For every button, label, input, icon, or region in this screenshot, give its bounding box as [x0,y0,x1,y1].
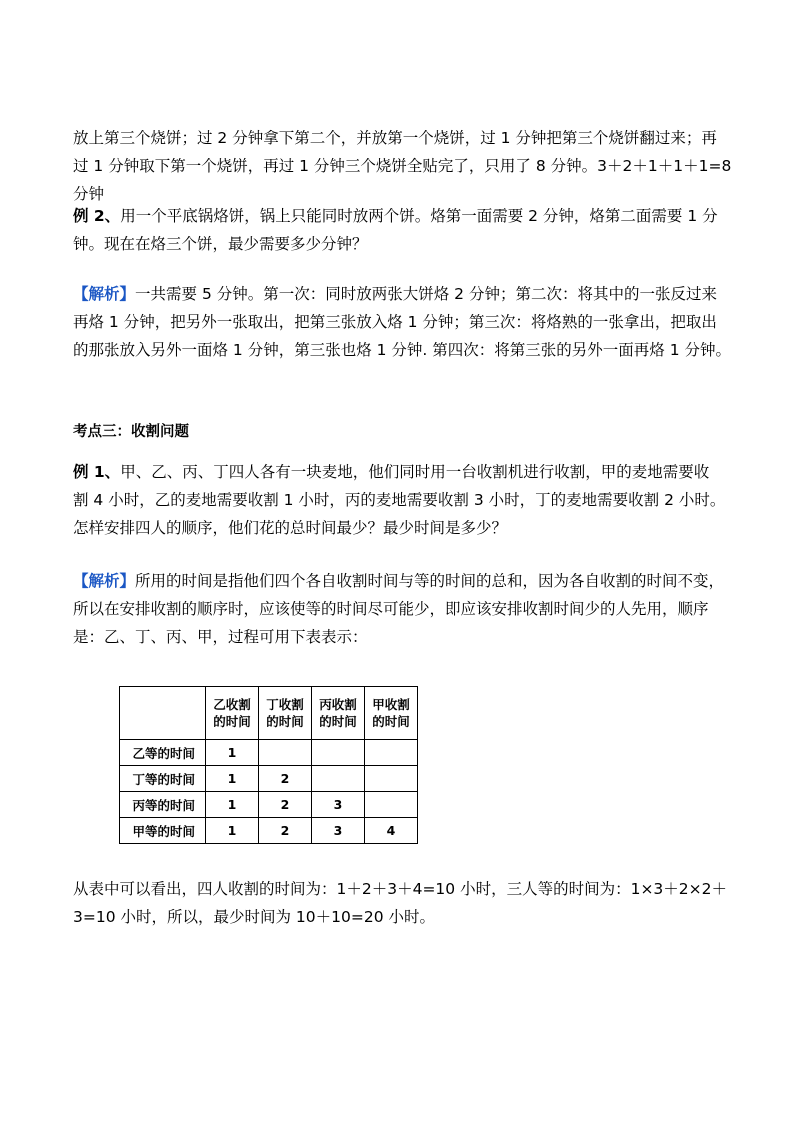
table-cell [365,740,418,766]
example-text: 用一个平底锅烙饼，锅上只能同时放两个饼。烙第一面需要 2 分钟，烙第二面需要 1 分 [120,207,718,225]
table-cell [312,766,365,792]
example-1 [73,458,733,542]
row-label-cell: 甲等的时间 [120,818,206,844]
text-line: 钟。现在在烙三个饼，最少需要多少分钟？ [73,235,368,253]
table-cell: 3 [312,792,365,818]
text-line: 再烙 1 分钟，把另外一张取出，把第三张放入烙 1 分钟；第三次：将烙熟的一张拿出，把取出 [73,313,717,331]
table-cell: 1 [206,766,259,792]
table-cell: 2 [259,792,312,818]
text-line: 过 1 分钟取下第一个烧饼，再过 1 分钟三个烧饼全贴完了，只用了 8 分钟。3＋2＋1＋1＋1=8 [73,157,732,175]
table-cell: 1 [206,818,259,844]
text-line [73,458,733,486]
table-row [120,818,418,844]
analysis-example-1 [73,567,733,651]
table-row [120,740,418,766]
table-cell: 1 [206,792,259,818]
table-cell: 2 [259,818,312,844]
analysis-label: 【解析】 [73,285,136,303]
table-header-cell: 乙收割 的时间 [206,687,259,740]
table-cell [365,792,418,818]
row-label-cell: 乙等的时间 [120,740,206,766]
table-cell: 4 [365,818,418,844]
text-line: 所以在安排收割的顺序时，应该使等的时间尽可能少，即应该安排收割时间少的人先用，顺序 [73,600,709,618]
table-header-row [120,687,418,740]
table-header-cell: 丙收割 的时间 [312,687,365,740]
table-header-cell: 丁收割 的时间 [259,687,312,740]
text-line: 分钟 [73,185,105,203]
table-row [120,766,418,792]
text-line: 是：乙、丁、丙、甲，过程可用下表表示： [73,628,368,646]
text-line: 放上第三个烧饼；过 2 分钟拿下第二个，并放第一个烧饼，过 1 分钟把第三个烧饼翻过来；再 [73,129,717,147]
text-line [73,280,733,308]
text-line: 怎样安排四人的顺序，他们花的总时间最少？最少时间是多少？ [73,519,508,537]
analysis-label: 【解析】 [73,572,136,590]
conclusion-paragraph [73,875,733,931]
table-cell: 1 [206,740,259,766]
table-cell: 3 [312,818,365,844]
paragraph-pancake-solution [73,124,733,208]
analysis-text: 一共需要 5 分钟。第一次：同时放两张大饼烙 2 分钟；第二次：将其中的一张反过来 [135,285,717,303]
text-line: 3=10 小时，所以，最少时间为 10＋10=20 小时。 [73,908,436,926]
analysis-text: 所用的时间是指他们四个各自收割时间与等的时间的总和，因为各自收割的时间不变， [135,572,725,590]
table-corner-cell [120,687,206,740]
example-text: 甲、乙、丙、丁四人各有一块麦地，他们同时用一台收割机进行收割，甲的麦地需要收 [120,463,710,481]
table-row [120,792,418,818]
section-heading: 考点三：收割问题 [73,424,189,440]
table-cell [312,740,365,766]
text-line [73,202,733,230]
example-label: 例 1、 [73,463,121,481]
text-line [73,567,733,595]
example-2 [73,202,733,258]
text-line: 的那张放入另外一面烙 1 分钟，第三张也烙 1 分钟. 第四次：将第三张的另外一面再烙 1 分钟。 [73,341,732,359]
table-cell: 2 [259,766,312,792]
text-line: 从表中可以看出，四人收割的时间为：1＋2＋3＋4=10 小时，三人等的时间为：1×3＋2×2＋ [73,880,728,898]
table-header-cell: 甲收割 的时间 [365,687,418,740]
row-label-cell: 丙等的时间 [120,792,206,818]
table-cell [365,766,418,792]
text-line: 割 4 小时，乙的麦地需要收割 1 小时，丙的麦地需要收割 3 小时，丁的麦地需要收割 2 小时。 [73,491,726,509]
table-cell [259,740,312,766]
example-label: 例 2、 [73,207,121,225]
waiting-time-table [119,686,418,844]
row-label-cell: 丁等的时间 [120,766,206,792]
analysis-example-2 [73,280,733,364]
